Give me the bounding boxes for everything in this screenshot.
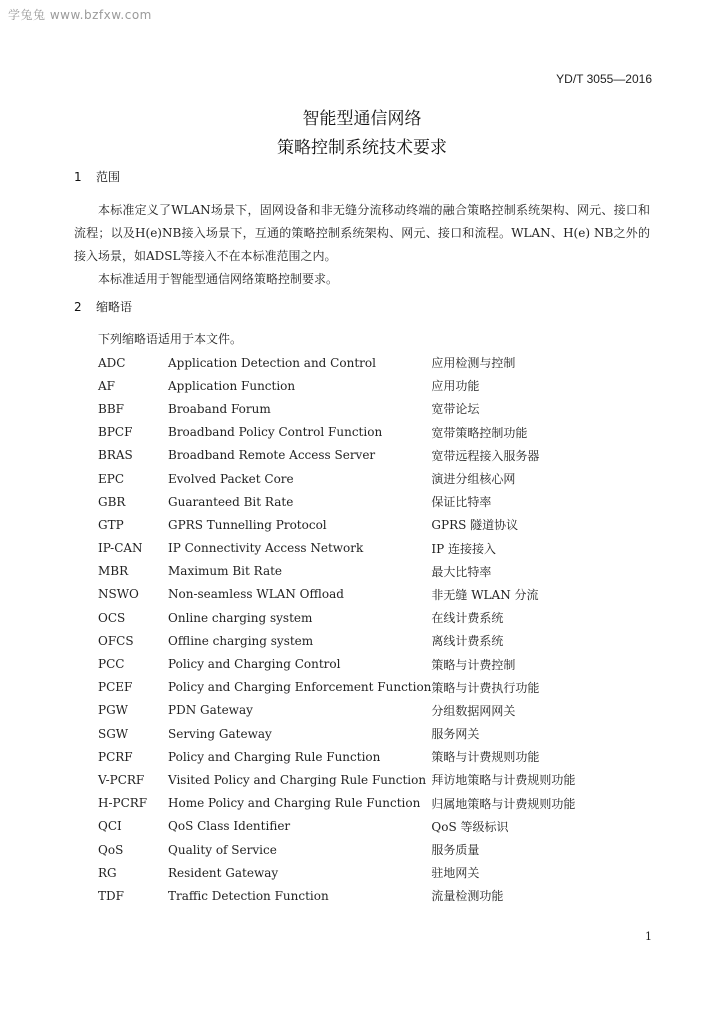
abbreviation-term: MBR	[98, 564, 129, 579]
abbreviation-english: Resident Gateway	[168, 865, 279, 880]
abbreviation-row	[98, 768, 631, 791]
abbreviation-english: Traffic Detection Function	[168, 888, 329, 903]
abbreviation-term: AF	[98, 378, 115, 393]
abbreviation-term: H-PCRF	[98, 796, 148, 811]
abbreviation-row	[98, 490, 631, 513]
abbreviation-english: Evolved Packet Core	[168, 471, 294, 486]
abbreviation-term: BPCF	[98, 425, 133, 440]
abbreviation-term: QCI	[98, 819, 122, 834]
abbreviation-chinese: 宽带论坛	[431, 402, 480, 417]
abbreviation-english: Non-seamless WLAN Offload	[168, 587, 344, 602]
document-title-line-1: 智能型通信网络	[302, 109, 422, 129]
section-2-heading	[74, 298, 132, 315]
abbreviation-row	[98, 606, 631, 629]
abbreviation-english: GPRS Tunnelling Protocol	[168, 517, 327, 532]
abbreviation-chinese: 宽带策略控制功能	[431, 425, 528, 440]
abbreviation-term: SGW	[98, 726, 129, 741]
abbreviation-term: RG	[98, 865, 117, 880]
abbreviation-term: PCC	[98, 657, 125, 672]
abbreviation-chinese: 归属地策略与计费规则功能	[431, 796, 576, 811]
abbreviation-row	[98, 815, 631, 838]
abbreviation-row	[98, 513, 631, 536]
abbreviation-chinese: 流量检测功能	[431, 889, 504, 904]
section-2-title: 缩略语	[96, 300, 133, 314]
abbreviation-term: IP-CAN	[98, 541, 143, 556]
abbreviation-chinese: 应用检测与控制	[431, 356, 516, 371]
abbreviation-chinese: 策略与计费控制	[431, 657, 516, 672]
abbreviation-english: PDN Gateway	[168, 703, 253, 718]
abbreviation-english: Policy and Charging Enforcement Function	[168, 680, 432, 695]
abbreviation-row	[98, 397, 631, 420]
abbreviation-chinese: 驻地网关	[431, 866, 480, 881]
abbreviation-term: PGW	[98, 703, 128, 718]
abbreviation-row	[98, 722, 631, 745]
abbreviation-english: Guaranteed Bit Rate	[168, 494, 294, 509]
abbreviation-english: Serving Gateway	[168, 726, 272, 741]
abbreviation-row	[98, 421, 631, 444]
abbreviation-term: QoS	[98, 842, 124, 857]
abbreviation-row	[98, 374, 631, 397]
abbreviation-term: ADC	[98, 355, 126, 370]
abbreviation-chinese: QoS 等级标识	[431, 819, 509, 834]
standard-code: YD/T 3055—2016	[556, 72, 652, 86]
abbreviation-english: QoS Class Identifier	[168, 819, 291, 834]
section-2-intro: 下列缩略语适用于本文件。	[98, 332, 243, 346]
abbreviation-table	[98, 351, 631, 908]
abbreviation-chinese: 最大比特率	[431, 564, 492, 579]
abbreviation-chinese: 策略与计费执行功能	[431, 680, 540, 695]
abbreviation-chinese: 策略与计费规则功能	[431, 750, 540, 765]
section-2-number: 2	[74, 300, 82, 314]
abbreviation-english: Broadband Remote Access Server	[168, 448, 376, 463]
abbreviation-english: Policy and Charging Rule Function	[168, 749, 381, 764]
abbreviation-row	[98, 652, 631, 675]
abbreviation-chinese: 在线计费系统	[431, 611, 504, 626]
abbreviation-chinese: 服务网关	[431, 727, 480, 742]
abbreviation-row	[98, 583, 631, 606]
abbreviation-term: PCEF	[98, 680, 133, 695]
section-1-title: 范围	[96, 170, 121, 184]
abbreviation-chinese: 非无缝 WLAN 分流	[431, 587, 539, 602]
section-1-number: 1	[74, 170, 82, 184]
abbreviation-term: BRAS	[98, 448, 133, 463]
section-1-paragraph-2: 本标准适用于智能型通信网络策略控制要求。	[98, 272, 339, 286]
abbreviation-row	[98, 537, 631, 560]
abbreviation-row	[98, 676, 631, 699]
document-title-line-2: 策略控制系统技术要求	[277, 138, 447, 158]
abbreviation-row	[98, 467, 631, 490]
abbreviation-english: Broadband Policy Control Function	[168, 425, 383, 440]
abbreviation-term: TDF	[98, 888, 124, 903]
section-1-heading	[74, 168, 120, 185]
abbreviation-english: IP Connectivity Access Network	[168, 541, 364, 556]
abbreviation-row	[98, 838, 631, 861]
section-1-paragraph-1: 本标准定义了WLAN场景下，固网设备和非无缝分流移动终端的融合策略控制系统架构、网元、接口和流程；以及H(e)NB接入场景下，互通的策略控制系统架构、网元、接口和流程。WLAN、H(e) NB之外的接入场景，如ADSL等接入不在本标准范围之内。	[74, 203, 650, 263]
abbreviation-table-body	[98, 351, 631, 908]
abbreviation-chinese: 宽带远程接入服务器	[431, 448, 540, 463]
abbreviation-chinese: 保证比特率	[431, 495, 492, 510]
abbreviation-english: Policy and Charging Control	[168, 657, 341, 672]
abbreviation-chinese: 离线计费系统	[431, 634, 504, 649]
abbreviation-row	[98, 884, 631, 907]
abbreviation-english: Broaband Forum	[168, 401, 271, 416]
watermark-text: 学兔兔 www.bzfxw.com	[8, 8, 152, 22]
abbreviation-term: OFCS	[98, 633, 134, 648]
abbreviation-chinese: 演进分组核心网	[431, 472, 516, 487]
abbreviation-chinese: 服务质量	[431, 843, 480, 858]
abbreviation-english: Online charging system	[168, 610, 313, 625]
abbreviation-chinese: 应用功能	[431, 379, 480, 394]
abbreviation-term: GBR	[98, 494, 126, 509]
abbreviation-term: GTP	[98, 517, 124, 532]
abbreviation-row	[98, 745, 631, 768]
abbreviation-chinese: 分组数据网网关	[431, 703, 516, 718]
abbreviation-term: EPC	[98, 471, 125, 486]
abbreviation-row	[98, 792, 631, 815]
abbreviation-row	[98, 699, 631, 722]
page-number: 1	[645, 930, 652, 943]
abbreviation-term: V-PCRF	[98, 772, 145, 787]
abbreviation-english: Offline charging system	[168, 633, 314, 648]
abbreviation-term: NSWO	[98, 587, 139, 602]
abbreviation-english: Maximum Bit Rate	[168, 564, 283, 579]
abbreviation-chinese: IP 连接接入	[431, 541, 497, 556]
abbreviation-term: PCRF	[98, 749, 133, 764]
abbreviation-row	[98, 444, 631, 467]
abbreviation-english: Visited Policy and Charging Rule Function	[168, 772, 427, 787]
abbreviation-english: Application Function	[168, 378, 296, 393]
abbreviation-term: BBF	[98, 401, 124, 416]
abbreviation-row	[98, 861, 631, 884]
abbreviation-row	[98, 351, 631, 374]
abbreviation-english: Application Detection and Control	[168, 355, 376, 370]
abbreviation-chinese: GPRS 隧道协议	[431, 518, 519, 533]
abbreviation-english: Quality of Service	[168, 842, 277, 857]
abbreviation-row	[98, 560, 631, 583]
abbreviation-chinese: 拜访地策略与计费规则功能	[431, 773, 576, 788]
abbreviation-row	[98, 629, 631, 652]
abbreviation-term: OCS	[98, 610, 126, 625]
abbreviation-english: Home Policy and Charging Rule Function	[168, 796, 421, 811]
